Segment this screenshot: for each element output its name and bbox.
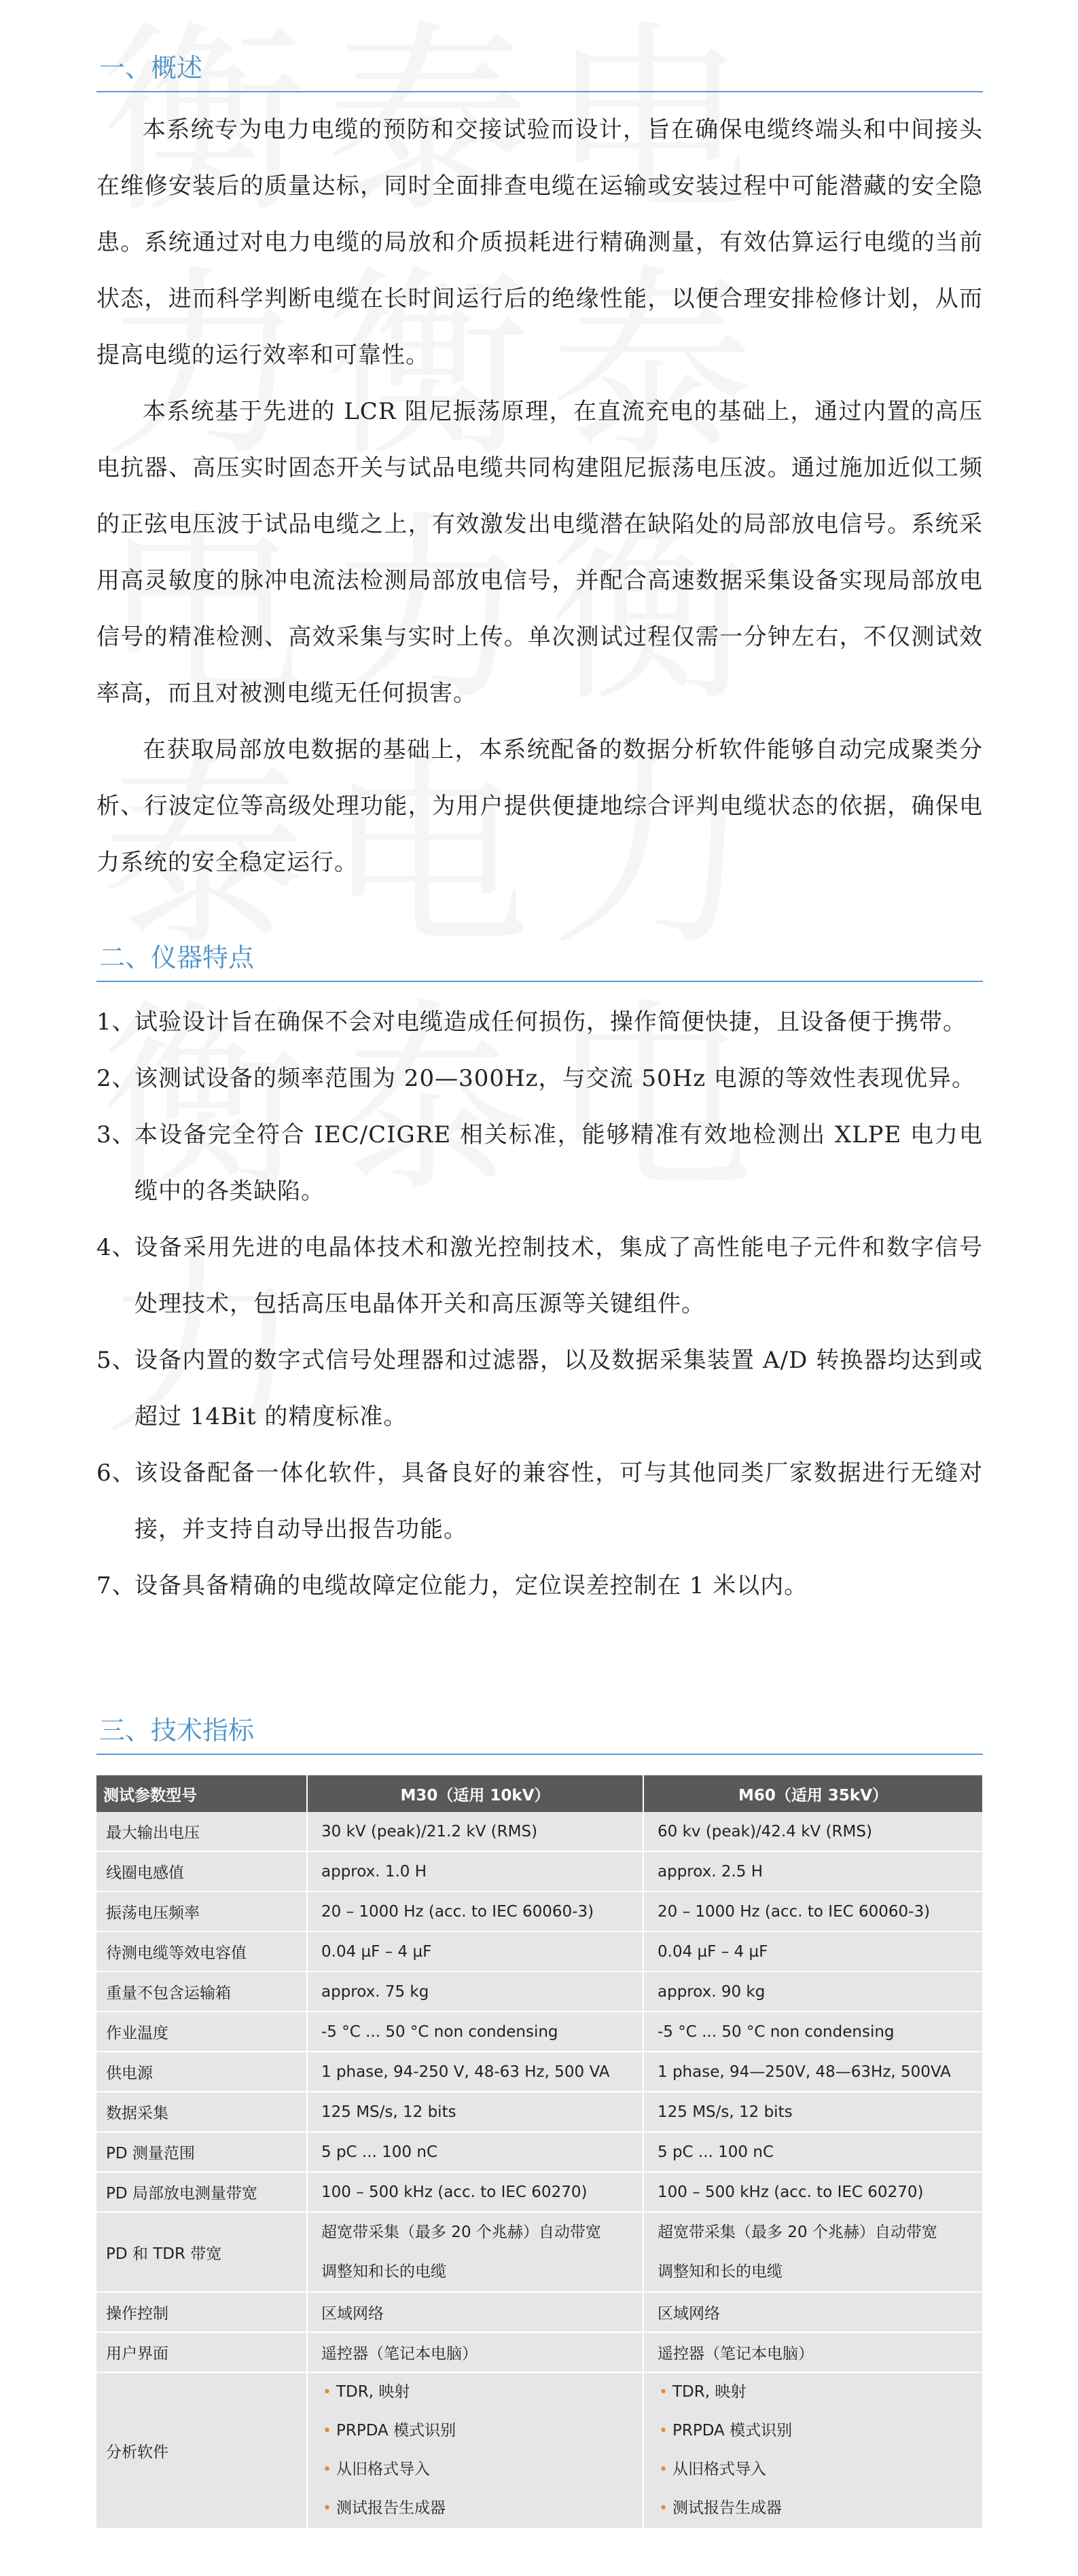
header-m60: M60（适用 35kV） (643, 1775, 983, 1812)
m30-value: approx. 1.0 H (307, 1851, 643, 1891)
bullet-item (321, 2412, 634, 2450)
param-label: 供电源 (96, 2052, 307, 2092)
features-list (96, 994, 983, 1614)
feature-text: 设备具备精确的电缆故障定位能力，定位误差控制在 1 米以内。 (134, 1572, 808, 1599)
m60-value: 0.04 µF – 4 µF (643, 1931, 983, 1972)
feature-number: 4、 (96, 1234, 136, 1261)
feature-number: 1、 (96, 1009, 136, 1036)
features-section (96, 939, 983, 1614)
m60-value: 100 – 500 kHz (acc. to IEC 60270) (643, 2172, 983, 2212)
feature-item-2 (96, 1051, 983, 1107)
m60-value: 5 pC ... 100 nC (643, 2132, 983, 2172)
m30-value: 30 kV (peak)/21.2 kV (RMS) (307, 1812, 643, 1851)
table-row (96, 1851, 983, 1891)
bullet-item (658, 2450, 974, 2489)
bullet-text: 从旧格式导入 (672, 2461, 766, 2478)
table-row (96, 2172, 983, 2212)
table-row (96, 1931, 983, 1972)
m30-value (307, 2212, 643, 2292)
feature-text: 设备采用先进的电晶体技术和激光控制技术，集成了高性能电子元件和数字信号处理技术，包括高压电晶体开关和高压源等关键组件。 (134, 1234, 983, 1318)
bullet-icon: • (659, 2384, 668, 2401)
m30-value: 20 – 1000 Hz (acc. to IEC 60060-3) (307, 1891, 643, 1931)
m30-value: -5 °C ... 50 °C non condensing (307, 2012, 643, 2052)
table-row (96, 2012, 983, 2052)
overview-paragraph-3: 在获取局部放电数据的基础上，本系统配备的数据分析软件能够自动完成聚类分析、行波定位等高级处理功能，为用户提供便捷地综合评判电缆状态的依据，确保电力系统的安全稳定运行。 (96, 736, 983, 876)
feature-number: 3、 (96, 1121, 136, 1148)
overview-paragraph-2: 本系统基于先进的 LCR 阻尼振荡原理，在直流充电的基础上，通过内置的高压电抗器、高压实时固态开关与试品电缆共同构建阻尼振荡电压波。通过施加近似工频的正弦电压波于试品电缆之上，有效激发出电缆潜在缺陷处的局部放电信号。系统采用高灵敏度的脉冲电流法检测局部放电信号，并配合高速数据采集设备实现局部放电信号的精准检测、高效采集与实时上传。单次测试过程仅需一分钟左右，不仅测试效率高，而且对被测电缆无任何损害。 (96, 398, 983, 707)
header-m30: M30（适用 10kV） (307, 1775, 643, 1812)
m60-value: 区域网络 (643, 2292, 983, 2332)
table-row (96, 2052, 983, 2092)
param-label: PD 测量范围 (96, 2132, 307, 2172)
value-line: 调整知和长的电缆 (321, 2263, 446, 2281)
feature-text: 试验设计旨在确保不会对电缆造成任何损伤，操作简便快捷，且设备便于携带。 (134, 1009, 967, 1036)
bullet-item (658, 2489, 974, 2528)
m30-value: 遥控器（笔记本电脑） (307, 2332, 643, 2372)
param-label: 用户界面 (96, 2332, 307, 2372)
m60-value: -5 °C ... 50 °C non condensing (643, 2012, 983, 2052)
feature-number: 2、 (96, 1065, 136, 1092)
m60-value: 1 phase, 94—250V, 48—63Hz, 500VA (643, 2052, 983, 2092)
param-label: 待测电缆等效电容值 (96, 1931, 307, 1972)
bullet-icon: • (323, 2384, 331, 2401)
m60-value: 遥控器（笔记本电脑） (643, 2332, 983, 2372)
bullet-icon: • (323, 2461, 331, 2478)
m60-value: 20 – 1000 Hz (acc. to IEC 60060-3) (643, 1891, 983, 1931)
param-label: 最大输出电压 (96, 1812, 307, 1851)
bullet-icon: • (659, 2423, 668, 2439)
m30-value: 区域网络 (307, 2292, 643, 2332)
m60-value (643, 2372, 983, 2528)
param-label: 作业温度 (96, 2012, 307, 2052)
bullet-text: PRPDA 模式识别 (672, 2422, 793, 2439)
bullet-text: 测试报告生成器 (336, 2499, 446, 2517)
feature-text: 本设备完全符合 IEC/CIGRE 相关标准，能够精准有效地检测出 XLPE 电力电缆中的各类缺陷。 (134, 1121, 983, 1205)
spec-table-header-row (96, 1775, 983, 1812)
param-label: 数据采集 (96, 2092, 307, 2132)
param-label: 分析软件 (96, 2372, 307, 2528)
header-param: 测试参数型号 (96, 1775, 307, 1812)
bullet-text: TDR, 映射 (336, 2383, 410, 2401)
features-heading: 二、仪器特点 (96, 939, 983, 982)
param-label: PD 局部放电测量带宽 (96, 2172, 307, 2212)
param-label: 振荡电压频率 (96, 1891, 307, 1931)
value-line: 超宽带采集（最多 20 个兆赫）自动带宽 (321, 2224, 601, 2241)
table-row (96, 2332, 983, 2372)
table-row (96, 1812, 983, 1851)
feature-item-6 (96, 1445, 983, 1558)
bullet-item (321, 2373, 634, 2412)
specs-heading: 三、技术指标 (96, 1711, 983, 1755)
bullet-item (658, 2373, 974, 2412)
feature-text: 该设备配备一体化软件，具备良好的兼容性，可与其他同类厂家数据进行无缝对接，并支持自动导出报告功能。 (134, 1459, 983, 1543)
feature-item-4 (96, 1220, 983, 1332)
bullet-icon: • (323, 2500, 331, 2517)
overview-paragraph-1: 本系统专为电力电缆的预防和交接试验而设计，旨在确保电缆终端头和中间接头在维修安装后的质量达标，同时全面排查电缆在运输或安装过程中可能潜藏的安全隐患。系统通过对电力电缆的局放和介质损耗进行精确测量，有效估算运行电缆的当前状态，进而科学判断电缆在长时间运行后的绝缘性能，以便合理安排检修计划，从而提高电缆的运行效率和可靠性。 (96, 116, 983, 369)
bullet-item (321, 2489, 634, 2528)
table-row (96, 1891, 983, 1931)
param-label: 线圈电感值 (96, 1851, 307, 1891)
feature-item-3 (96, 1107, 983, 1220)
m30-value: approx. 75 kg (307, 1972, 643, 2012)
table-row (96, 2212, 983, 2292)
overview-heading: 一、概述 (96, 49, 983, 92)
param-label: 重量不包含运输箱 (96, 1972, 307, 2012)
value-line: 超宽带采集（最多 20 个兆赫）自动带宽 (658, 2224, 937, 2241)
bullet-item (658, 2412, 974, 2450)
bullet-text: 从旧格式导入 (336, 2461, 430, 2478)
m30-value: 1 phase, 94-250 V, 48-63 Hz, 500 VA (307, 2052, 643, 2092)
m60-value: approx. 2.5 H (643, 1851, 983, 1891)
bullet-icon: • (659, 2461, 668, 2478)
table-row (96, 2372, 983, 2528)
bullet-text: PRPDA 模式识别 (336, 2422, 456, 2439)
overview-section (96, 49, 983, 891)
bullet-item (321, 2450, 634, 2489)
table-row (96, 2092, 983, 2132)
m30-value: 100 – 500 kHz (acc. to IEC 60270) (307, 2172, 643, 2212)
feature-number: 7、 (96, 1572, 136, 1599)
m30-value: 5 pC ... 100 nC (307, 2132, 643, 2172)
bullet-text: 测试报告生成器 (672, 2499, 782, 2517)
table-row (96, 1972, 983, 2012)
table-row (96, 2132, 983, 2172)
m60-value: 60 kv (peak)/42.4 kV (RMS) (643, 1812, 983, 1851)
feature-text: 设备内置的数字式信号处理器和过滤器，以及数据采集装置 A/D 转换器均达到或超过 14Bit 的精度标准。 (134, 1347, 983, 1430)
feature-number: 6、 (96, 1459, 136, 1487)
value-line: 调整知和长的电缆 (658, 2263, 783, 2281)
feature-item-5 (96, 1332, 983, 1445)
m30-value: 0.04 µF – 4 µF (307, 1931, 643, 1972)
feature-text: 该测试设备的频率范围为 20—300Hz，与交流 50Hz 电源的等效性表现优异。 (134, 1065, 975, 1092)
feature-item-1 (96, 994, 983, 1051)
bullet-text: TDR, 映射 (672, 2383, 747, 2401)
specs-section (96, 1711, 983, 2529)
m30-value: 125 MS/s, 12 bits (307, 2092, 643, 2132)
param-label: PD 和 TDR 带宽 (96, 2212, 307, 2292)
bullet-icon: • (323, 2423, 331, 2439)
m30-value (307, 2372, 643, 2528)
feature-number: 5、 (96, 1347, 136, 1374)
m60-value (643, 2212, 983, 2292)
feature-item-7 (96, 1558, 983, 1614)
bullet-icon: • (659, 2500, 668, 2517)
param-label: 操作控制 (96, 2292, 307, 2332)
spec-table (96, 1775, 984, 2529)
m60-value: approx. 90 kg (643, 1972, 983, 2012)
table-row (96, 2292, 983, 2332)
m60-value: 125 MS/s, 12 bits (643, 2092, 983, 2132)
